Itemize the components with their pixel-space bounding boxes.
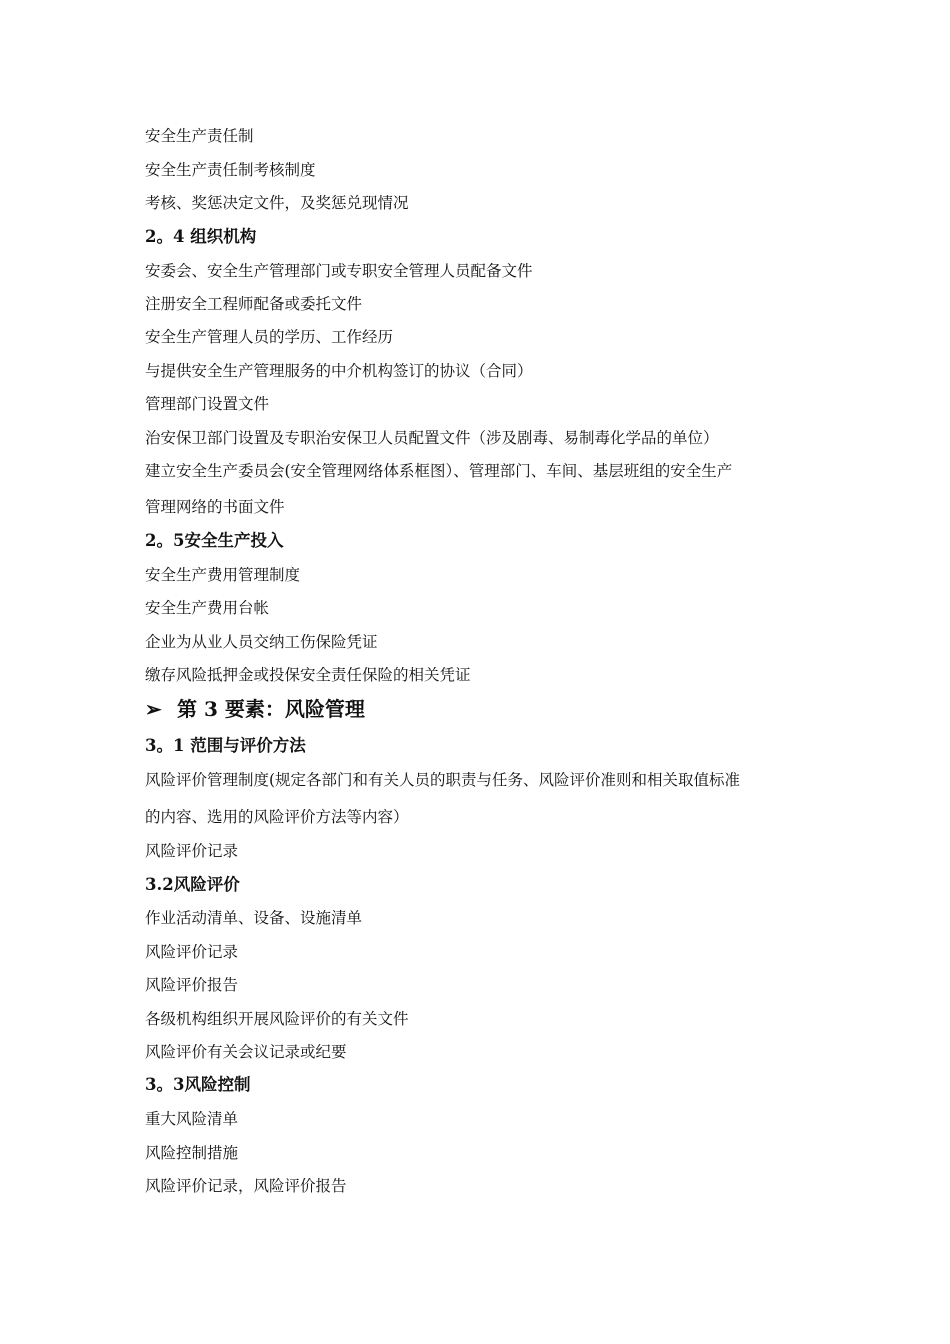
list-item: 作业活动清单、设备、设施清单 <box>145 909 363 927</box>
list-item: 风险评价管理制度(规定各部门和有关人员的职责与任务、风险评价准则和相关取值标准 <box>145 771 741 789</box>
list-item: 风险控制措施 <box>145 1144 239 1162</box>
list-item: 风险评价记录，风险评价报告 <box>145 1177 347 1195</box>
list-item: 安委会、安全生产管理部门或专职安全管理人员配备文件 <box>145 262 533 280</box>
list-item: 管理部门设置文件 <box>145 395 270 413</box>
list-item: 缴存风险抵押金或投保安全责任保险的相关凭证 <box>145 666 471 684</box>
list-item: 建立安全生产委员会(安全管理网络体系框图）、管理部门、车间、基层班组的安全生产 <box>145 462 733 480</box>
list-item: 风险评价报告 <box>145 976 239 994</box>
section-heading-2-4: 2。4 组织机构 <box>145 227 257 246</box>
section-heading-2-5: 2。5安全生产投入 <box>145 531 284 550</box>
section-heading-3-2: 3.2风险评价 <box>145 875 240 894</box>
list-item: 治安保卫部门设置及专职治安保卫人员配置文件（涉及剧毒、易制毒化学品的单位） <box>145 429 719 447</box>
element-3-title: 第 3 要素：风险管理 <box>177 697 365 721</box>
list-item: 注册安全工程师配备或委托文件 <box>145 295 363 313</box>
list-item: 安全生产责任制 <box>145 127 254 145</box>
list-item: 与提供安全生产管理服务的中介机构签订的协议（合同） <box>145 362 533 380</box>
list-item: 安全生产责任制考核制度 <box>145 161 316 179</box>
list-item: 企业为从业人员交纳工伤保险凭证 <box>145 633 378 651</box>
arrow-bullet-icon: ➢ <box>145 697 162 721</box>
list-item: 的内容、选用的风险评价方法等内容） <box>145 808 409 826</box>
list-item: 考核、奖惩决定文件，及奖惩兑现情况 <box>145 194 409 212</box>
list-item: 安全生产管理人员的学历、工作经历 <box>145 328 394 346</box>
list-item: 风险评价记录 <box>145 842 239 860</box>
list-item: 风险评价有关会议记录或纪要 <box>145 1043 347 1061</box>
list-item: 各级机构组织开展风险评价的有关文件 <box>145 1010 409 1028</box>
list-item: 安全生产费用台帐 <box>145 599 270 617</box>
list-item: 重大风险清单 <box>145 1110 239 1128</box>
list-item: 风险评价记录 <box>145 943 239 961</box>
section-heading-3-3: 3。3风险控制 <box>145 1075 251 1094</box>
list-item: 管理网络的书面文件 <box>145 498 285 516</box>
element-3-heading <box>145 696 825 722</box>
section-heading-3-1: 3。1 范围与评价方法 <box>145 736 306 755</box>
list-item: 安全生产费用管理制度 <box>145 566 301 584</box>
